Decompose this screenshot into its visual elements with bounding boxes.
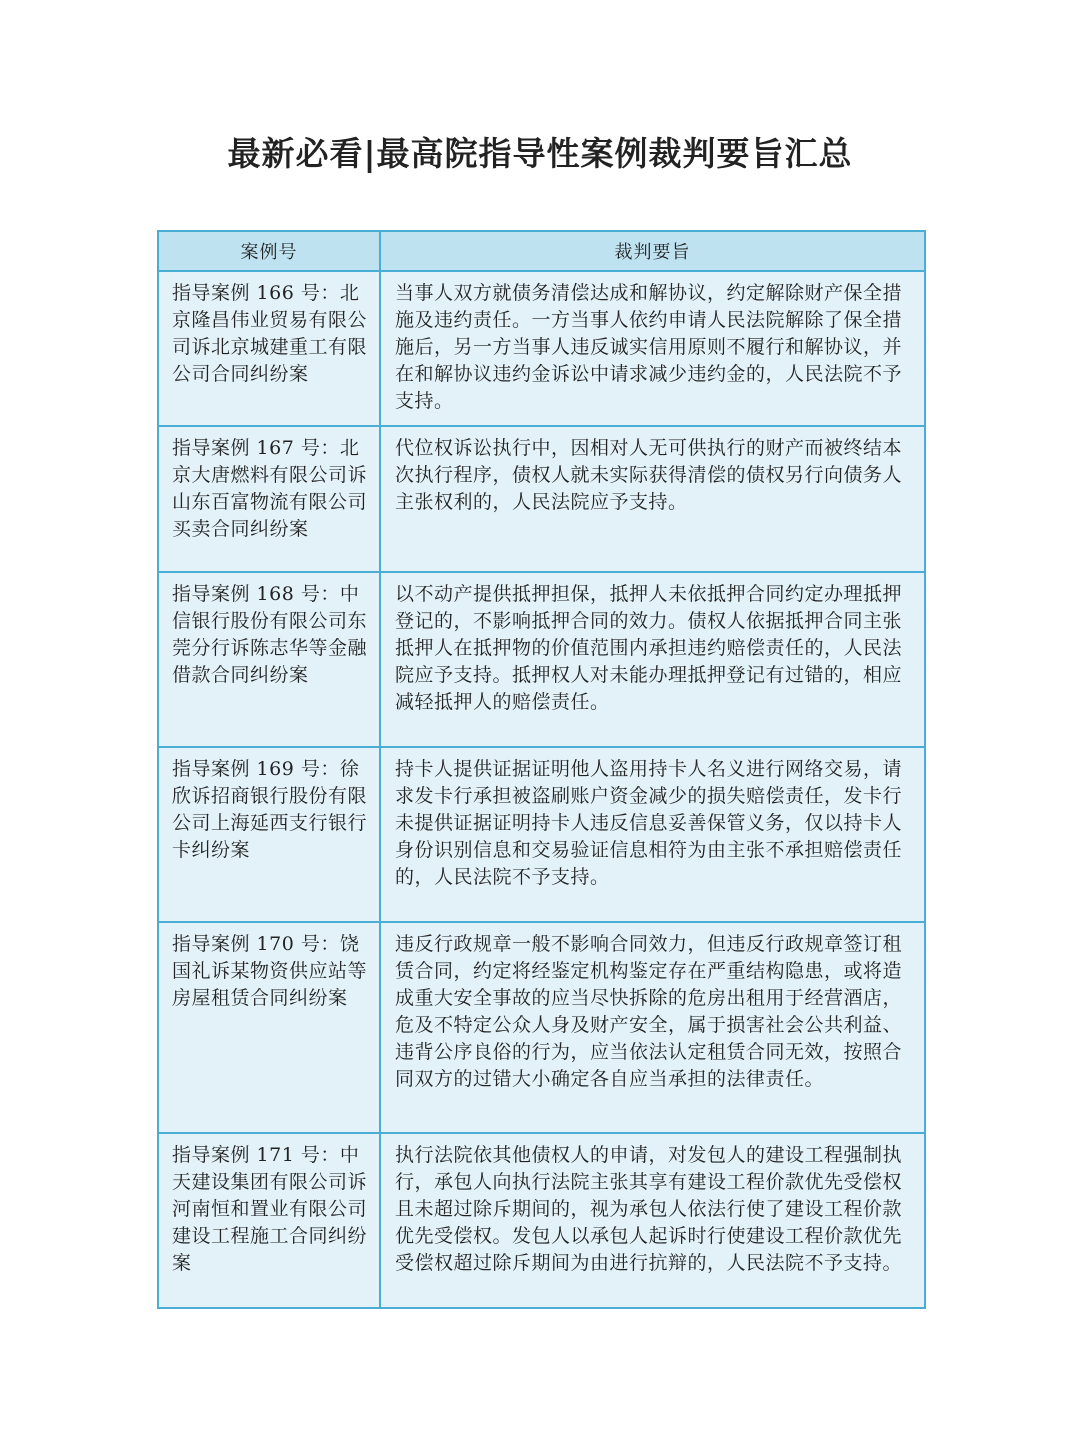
page-title: 最新必看|最高院指导性案例裁判要旨汇总	[227, 134, 853, 173]
table-row	[158, 922, 925, 1133]
ruling-gist-cell: 持卡人提供证据证明他人盗用持卡人名义进行网络交易，请求发卡行承担被盗刷账户资金减少的损失赔偿责任，发卡行未提供证据证明持卡人违反信息妥善保管义务，仅以持卡人身份识别信息和交易验证信息相符为由主张不承担赔偿责任的，人民法院不予支持。	[380, 747, 925, 922]
case-number-cell: 指导案例 166 号：北京隆昌伟业贸易有限公司诉北京城建重工有限公司合同纠纷案	[158, 271, 380, 426]
ruling-gist-cell: 代位权诉讼执行中，因相对人无可供执行的财产而被终结本次执行程序，债权人就未实际获得清偿的债权另行向债务人主张权利的，人民法院应予支持。	[380, 426, 925, 572]
case-number-cell: 指导案例 170 号：饶国礼诉某物资供应站等房屋租赁合同纠纷案	[158, 922, 380, 1133]
case-number-cell: 指导案例 168 号：中信银行股份有限公司东莞分行诉陈志华等金融借款合同纠纷案	[158, 572, 380, 747]
table-row	[158, 271, 925, 426]
case-number-cell: 指导案例 167 号：北京大唐燃料有限公司诉山东百富物流有限公司买卖合同纠纷案	[158, 426, 380, 572]
table-row	[158, 426, 925, 572]
table-row	[158, 747, 925, 922]
case-number-cell: 指导案例 171 号：中天建设集团有限公司诉河南恒和置业有限公司建设工程施工合同纠纷案	[158, 1133, 380, 1308]
ruling-gist-cell: 违反行政规章一般不影响合同效力，但违反行政规章签订租赁合同，约定将经鉴定机构鉴定存在严重结构隐患，或将造成重大安全事故的应当尽快拆除的危房出租用于经营酒店，危及不特定公众人身及财产安全，属于损害社会公共利益、违背公序良俗的行为，应当依法认定租赁合同无效，按照合同双方的过错大小确定各自应当承担的法律责任。	[380, 922, 925, 1133]
ruling-gist-cell: 执行法院依其他债权人的申请，对发包人的建设工程强制执行，承包人向执行法院主张其享有建设工程价款优先受偿权且未超过除斥期间的，视为承包人依法行使了建设工程价款优先受偿权。发包人以承包人起诉时行使建设工程价款优先受偿权超过除斥期间为由进行抗辩的，人民法院不予支持。	[380, 1133, 925, 1308]
table-header-row	[158, 231, 925, 271]
case-table	[157, 230, 926, 1309]
column-header-case-no: 案例号	[158, 231, 380, 271]
case-number-cell: 指导案例 169 号：徐欣诉招商银行股份有限公司上海延西支行银行卡纠纷案	[158, 747, 380, 922]
ruling-gist-cell: 以不动产提供抵押担保，抵押人未依抵押合同约定办理抵押登记的，不影响抵押合同的效力。债权人依据抵押合同主张抵押人在抵押物的价值范围内承担违约赔偿责任的，人民法院应予支持。抵押权人对未能办理抵押登记有过错的，相应减轻抵押人的赔偿责任。	[380, 572, 925, 747]
table-row	[158, 1133, 925, 1308]
column-header-gist: 裁判要旨	[380, 231, 925, 271]
ruling-gist-cell: 当事人双方就债务清偿达成和解协议，约定解除财产保全措施及违约责任。一方当事人依约申请人民法院解除了保全措施后，另一方当事人违反诚实信用原则不履行和解协议，并在和解协议违约金诉讼中请求减少违约金的，人民法院不予支持。	[380, 271, 925, 426]
table-row	[158, 572, 925, 747]
